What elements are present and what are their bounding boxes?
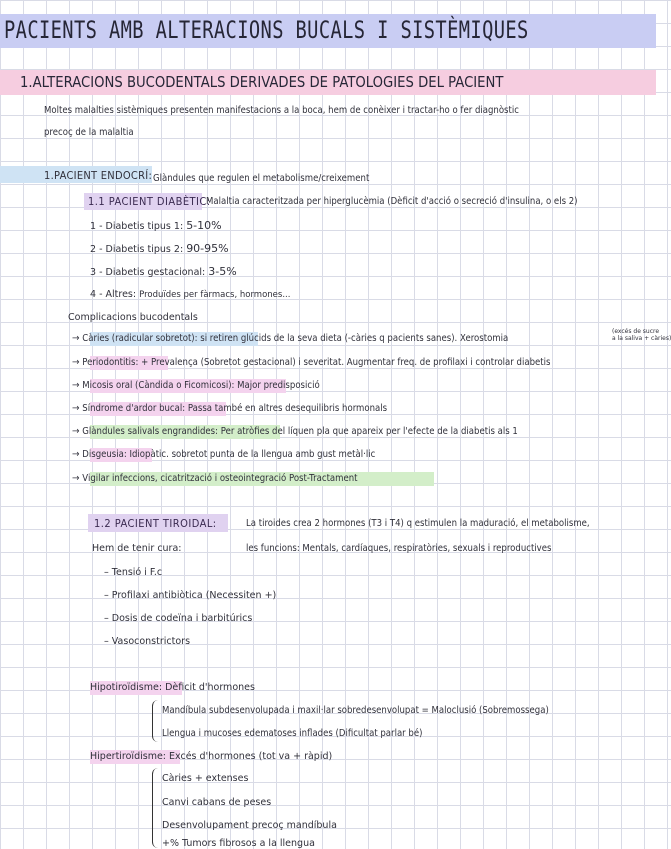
diabetes-others: 4 - Altres: Produïdes per fàrmacs, hormones... (90, 289, 291, 300)
xerostomia-note: (excés de sucre a la saliva + càries) (612, 328, 671, 342)
complication-sindrome: → Síndrome d'ardor bucal: Passa també en altres desequilibris hormonals (72, 403, 388, 414)
diabetes-type-1: 1 - Diabetis tipus 1: 5-10% (90, 219, 222, 232)
hipo-item: Mandíbula subdesenvolupada i maxil·lar sobredesenvolupat = Maloclusió (Sobremossega) (162, 705, 549, 716)
endocri-description: Glàndules que regulen el metabolisme/creixement (153, 173, 370, 184)
tiroidal-heading: 1.2 PACIENT TIROIDAL: (94, 517, 217, 530)
care-item: – Dosis de codeïna i barbitúrics (104, 613, 253, 624)
complication-micosis: → Micosis oral (Càndida o Ficomicosi): Major predisposició (72, 380, 320, 391)
complication-disgeusia: → Disgeusia: Idiopàtic. sobretot punta de la llengua amb gust metàl·lic (72, 449, 376, 460)
intro-line-2: precoç de la malaltia (44, 127, 134, 138)
endocri-heading: 1.PACIENT ENDOCRÍ: (44, 169, 153, 182)
hipotiroidisme: Hipotiroïdisme: Dèficit d'hormones (90, 682, 255, 693)
complication-caries: → Càries (radicular sobretot): si retiren glúcids de la seva dieta (-càries q pacients sanes). Xerostomia (72, 333, 509, 344)
diabetic-heading: 1.1 PACIENT DIABÈTIC: (88, 195, 211, 208)
hipo-brace (152, 700, 159, 742)
hipo-item: Llengua i mucoses edematoses inflades (Dificultat parlar bé) (162, 728, 423, 739)
hiper-item: Canvi cabans de peses (162, 797, 272, 808)
care-item: – Tensió i F.c (104, 567, 163, 578)
tiroidal-description-1: La tiroides crea 2 hormones (T3 i T4) q estimulen la maduració, el metabolisme, (246, 518, 590, 529)
page-title: PACIENTS AMB ALTERACIONS BUCALS I SISTÈMIQUES (4, 16, 529, 44)
complication-glandules: → Glàndules salivals engrandides: Per atròfies del líquen pla que apareix per l'efecte de la diabetis als 1 (72, 426, 518, 437)
complication-vigilar: → Vigilar infeccions, cicatrització i osteointegració Post-Tractament (72, 473, 358, 484)
section-heading: 1.ALTERACIONS BUCODENTALS DERIVADES DE PATOLOGIES DEL PACIENT (20, 73, 504, 91)
intro-line-1: Moltes malalties sistèmiques presenten manifestacions a la boca, hem de conèixer i tractar-ho o fer diagnòstic (44, 105, 519, 116)
care-label: Hem de tenir cura: (92, 543, 182, 554)
diabetes-gestational: 3 - Diabetis gestacional: 3-5% (90, 265, 237, 278)
hiper-item: Càries + extenses (162, 773, 249, 784)
diabetes-type-2: 2 - Diabetis tipus 2: 90-95% (90, 242, 229, 255)
hiper-item: +% Tumors fibrosos a la llengua (162, 838, 315, 849)
complication-periodontitis: → Periodontitis: + Prevalença (Sobretot gestacional) i severitat. Augmentar freq. de profilaxi i controlar diabetis (72, 357, 551, 368)
hiper-brace (152, 768, 159, 848)
care-item: – Profilaxi antibiòtica (Necessiten +) (104, 590, 277, 601)
complications-label: Complicacions bucodentals (68, 312, 198, 323)
hiper-item: Desenvolupament precoç mandíbula (162, 820, 337, 831)
diabetic-description: Malaltia caracteritzada per hiperglucèmia (Dèficit d'acció o secreció d'insulina, o els 2) (206, 196, 578, 207)
tiroidal-description-2: les funcions: Mentals, cardíaques, respiratòries, sexuals i reproductives (246, 543, 552, 554)
care-item: – Vasoconstrictors (104, 636, 191, 647)
hipertiroidisme: Hipertiroïdisme: Excés d'hormones (tot va + ràpid) (90, 751, 333, 762)
